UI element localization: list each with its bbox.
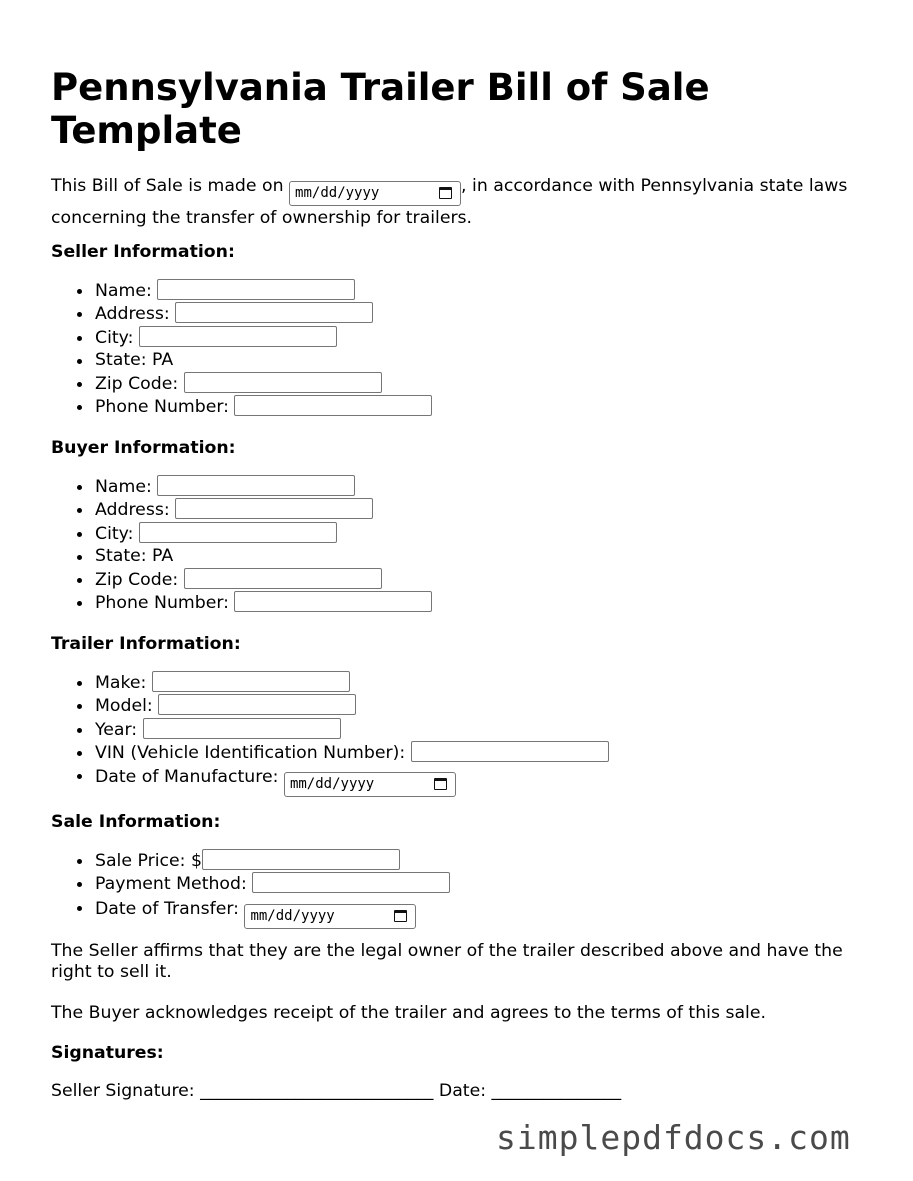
calendar-icon xyxy=(434,778,447,790)
buyer-phone-input[interactable] xyxy=(234,591,432,612)
seller-zip-item: Zip Code: xyxy=(51,372,881,395)
seller-list xyxy=(51,279,881,419)
sale-date-input[interactable]: mm/dd/yyyy xyxy=(289,181,461,206)
buyer-address-item: Address: xyxy=(51,498,881,521)
buyer-zip-item: Zip Code: xyxy=(51,568,881,591)
seller-affirmation: The Seller affirms that they are the legal owner of the trailer described above and have the right to sell it. xyxy=(51,941,843,982)
seller-phone-item: Phone Number: xyxy=(51,395,881,418)
seller-zip-input[interactable] xyxy=(184,372,382,393)
buyer-acknowledgement: The Buyer acknowledges receipt of the trailer and agrees to the terms of this sale. xyxy=(51,1003,766,1023)
trailer-vin-item: VIN (Vehicle Identification Number): xyxy=(51,741,881,764)
sale-price-item: Sale Price: $ xyxy=(51,849,881,872)
calendar-icon xyxy=(439,187,452,199)
sale-price-input[interactable] xyxy=(202,849,400,870)
trailer-model-input[interactable] xyxy=(158,694,356,715)
buyer-address-input[interactable] xyxy=(175,498,373,519)
buyer-city-input[interactable] xyxy=(139,522,337,543)
trailer-heading: Trailer Information: xyxy=(51,634,241,654)
payment-method-input[interactable] xyxy=(252,872,450,893)
trailer-model-item: Model: xyxy=(51,694,881,717)
buyer-city-item: City: xyxy=(51,522,881,545)
seller-city-input[interactable] xyxy=(139,326,337,347)
seller-address-item: Address: xyxy=(51,302,881,325)
intro-text-after: , in accordance with Pennsylvania state laws concerning the transfer of ownership for trailers. xyxy=(51,176,848,228)
signatures-heading: Signatures: xyxy=(51,1043,164,1063)
payment-method-item: Payment Method: xyxy=(51,872,881,895)
seller-heading: Seller Information: xyxy=(51,242,235,262)
seller-name-input[interactable] xyxy=(157,279,355,300)
buyer-name-item: Name: xyxy=(51,475,881,498)
trailer-vin-input[interactable] xyxy=(411,741,609,762)
seller-name-item: Name: xyxy=(51,279,881,302)
date-of-transfer-input[interactable]: mm/dd/yyyy xyxy=(244,904,416,929)
watermark: simplepdfdocs.com xyxy=(496,1118,851,1157)
trailer-make-input[interactable] xyxy=(152,671,350,692)
buyer-zip-input[interactable] xyxy=(184,568,382,589)
page-title: Pennsylvania Trailer Bill of Sale Template xyxy=(51,66,710,152)
seller-city-item: City: xyxy=(51,326,881,349)
trailer-dom-item: Date of Manufacture: mm/dd/yyyy xyxy=(51,764,881,790)
trailer-year-item: Year: xyxy=(51,718,881,741)
sale-heading: Sale Information: xyxy=(51,812,221,832)
date-of-manufacture-input[interactable]: mm/dd/yyyy xyxy=(284,772,456,797)
buyer-heading: Buyer Information: xyxy=(51,438,236,458)
buyer-state-item: State: PA xyxy=(51,545,881,568)
sale-list xyxy=(51,849,881,922)
trailer-year-input[interactable] xyxy=(143,718,341,739)
trailer-list xyxy=(51,671,881,793)
buyer-phone-item: Phone Number: xyxy=(51,591,881,614)
intro-text-before: This Bill of Sale is made on xyxy=(51,176,284,196)
buyer-name-input[interactable] xyxy=(157,475,355,496)
trailer-make-item: Make: xyxy=(51,671,881,694)
buyer-list xyxy=(51,475,881,615)
seller-phone-input[interactable] xyxy=(234,395,432,416)
seller-address-input[interactable] xyxy=(175,302,373,323)
date-of-transfer-item: Date of Transfer: mm/dd/yyyy xyxy=(51,896,881,922)
calendar-icon xyxy=(394,910,407,922)
intro-paragraph xyxy=(51,174,881,231)
seller-signature-line: Seller Signature: ___________________________ Date: _______________ xyxy=(51,1081,622,1101)
seller-state-item: State: PA xyxy=(51,349,881,372)
